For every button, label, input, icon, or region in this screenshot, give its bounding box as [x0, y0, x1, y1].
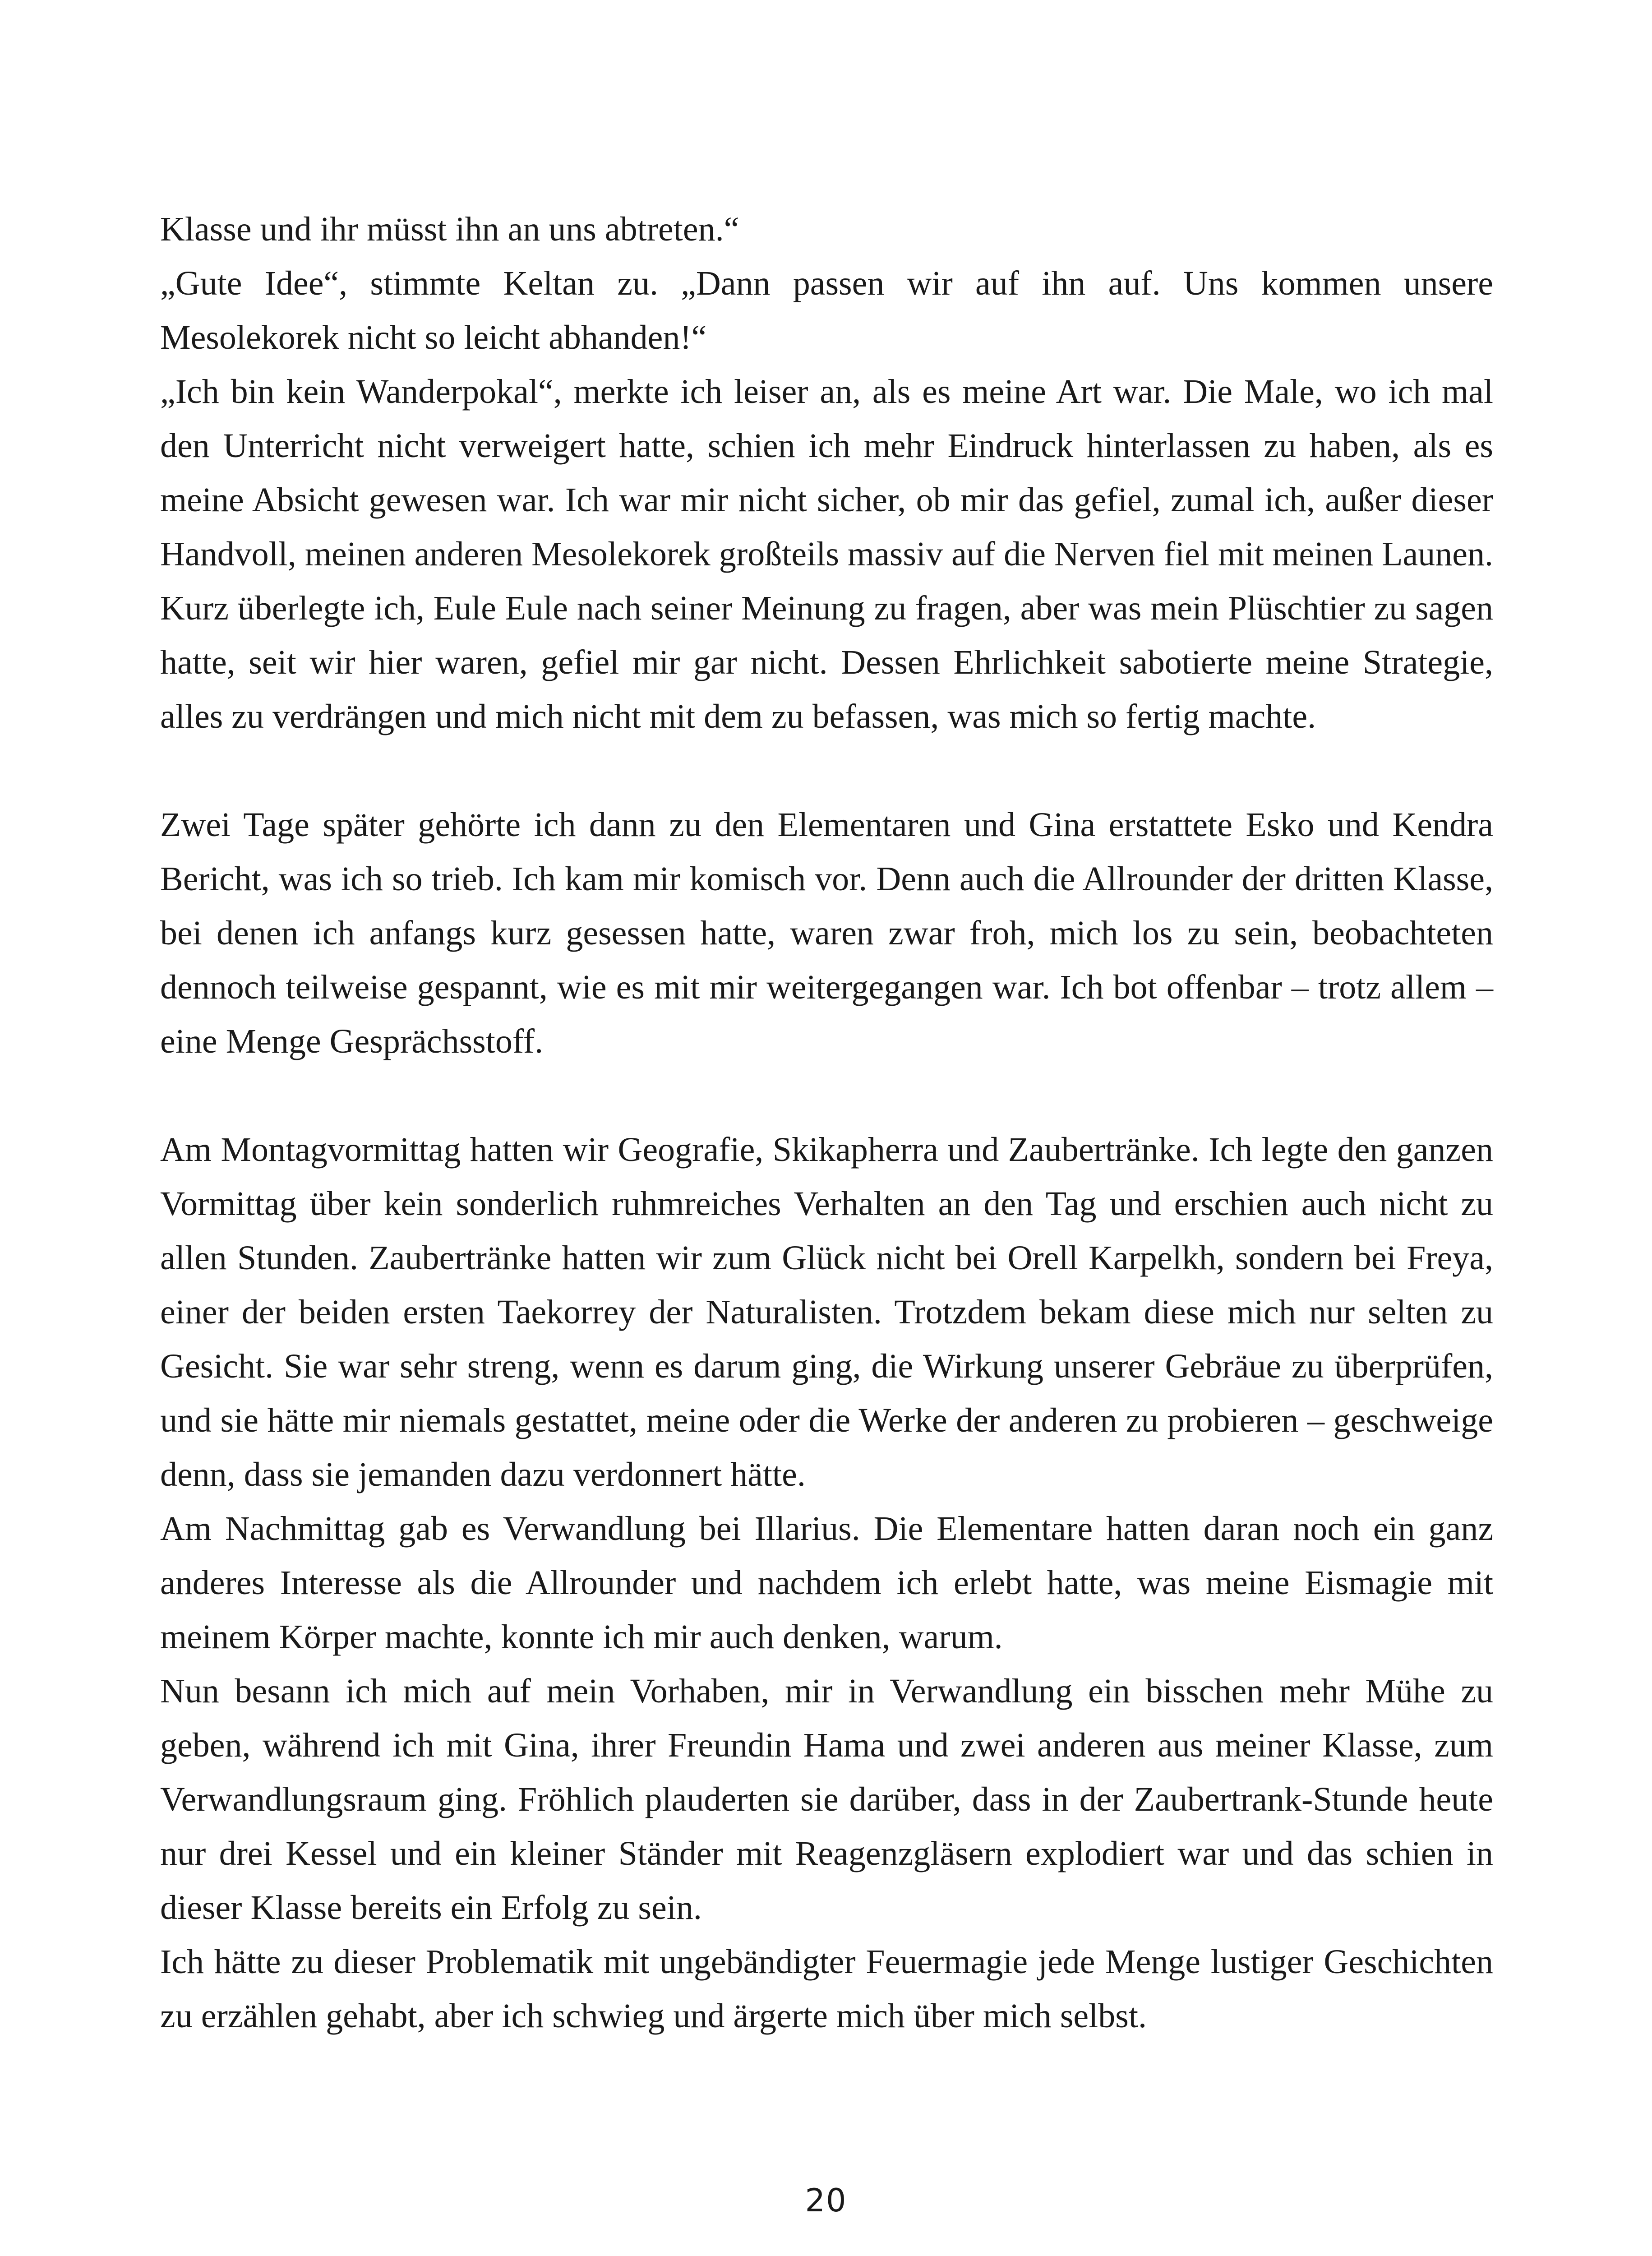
- paragraph-nachmittag: Am Nachmittag gab es Verwandlung bei Illarius. Die Elementare hatten daran noch ein ganz anderes Interesse als die Allrounder und nachdem ich erlebt hatte, was meine Eismagie mit meinem Körper machte, konnte ich mir auch denken, warum.: [160, 1510, 1493, 1656]
- page-number: 20: [805, 2182, 847, 2219]
- paragraph-gap: [160, 744, 1493, 798]
- paragraph-wanderpokal: „Ich bin kein Wanderpokal“, merkte ich leiser an, als es meine Art war. Die Male, wo ich mal den Unterricht nicht verweigert hatte, schien ich mehr Eindruck hinterlassen zu haben, als es meine Absicht gewesen war. Ich war mir nicht sicher, ob mir das gefiel, zumal ich, außer dieser Handvoll, meinen anderen Mesolekorek großteils massiv auf die Nerven fiel mit meinen Launen. Kurz überlegte ich, Eule Eule nach seiner Meinung zu fragen, aber was mein Plüschtier zu sagen hatte, seit wir hier waren, gefiel mir gar nicht. Dessen Ehrlichkeit sabotierte meine Strategie, alles zu verdrängen und mich nicht mit dem zu befassen, was mich so fertig machte.: [160, 373, 1493, 735]
- paragraph-montagvormittag: Am Montagvormittag hatten wir Geografie, Skikapherra und Zaubertränke. Ich legte den ganzen Vormittag über kein sonderlich ruhmreiches Verhalten an den Tag und erschien auch nicht zu allen Stunden. Zaubertränke hatten wir zum Glück nicht bei Orell Karpelkh, sondern bei Freya, einer der beiden ersten Taekorrey der Naturalisten. Trotzdem bekam diese mich nur selten zu Gesicht. Sie war sehr streng, wenn es darum ging, die Wirkung unserer Gebräue zu überprüfen, und sie hätte mir niemals gestattet, meine oder die Werke der anderen zu probieren – geschweige denn, dass sie jemanden dazu verdonnert hätte.: [160, 1131, 1493, 1493]
- paragraph-vorhaben: Nun besann ich mich auf mein Vorhaben, mir in Verwandlung ein bisschen mehr Mühe zu geben, während ich mit Gina, ihrer Freundin Hama und zwei anderen aus meiner Klasse, zum Verwandlungsraum ging. Fröhlich plauderten sie darüber, dass in der Zaubertrank-Stunde heute nur drei Kessel und ein kleiner Ständer mit Reagenzgläsern explodiert war und das schien in dieser Klasse bereits ein Erfolg zu sein.: [160, 1672, 1493, 1927]
- paragraph-continuation: Klasse und ihr müsst ihn an uns abtreten.“: [160, 210, 739, 248]
- paragraph-feuermagie: Ich hätte zu dieser Problematik mit ungebändigter Feuermagie jede Menge lustiger Geschichten zu erzählen gehabt, aber ich schwieg und ärgerte mich über mich selbst.: [160, 1943, 1493, 2035]
- paragraph-gap: [160, 1068, 1493, 1123]
- paragraph-zwei-tage: Zwei Tage später gehörte ich dann zu den Elementaren und Gina erstattete Esko und Kendra Bericht, was ich so trieb. Ich kam mir komisch vor. Denn auch die Allrounder der dritten Klasse, bei denen ich anfangs kurz gesessen hatte, waren zwar froh, mich los zu sein, beobachteten dennoch teilweise gespannt, wie es mit mir weitergegangen war. Ich bot offenbar – trotz allem – eine Menge Gesprächsstoff.: [160, 806, 1493, 1060]
- body-text: [160, 202, 1493, 2043]
- paragraph-dialogue-keltan: „Gute Idee“, stimmte Keltan zu. „Dann passen wir auf ihn auf. Uns kommen unsere Mesolekorek nicht so leicht abhanden!“: [160, 264, 1493, 356]
